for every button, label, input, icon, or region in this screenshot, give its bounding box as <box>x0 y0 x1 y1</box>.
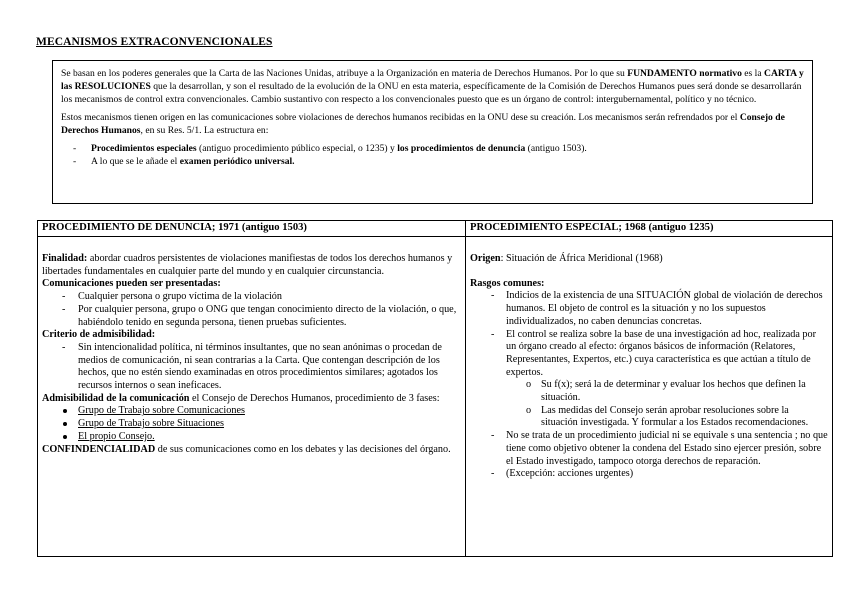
especial-cell <box>466 237 833 557</box>
intro-structure-list <box>61 142 804 168</box>
list-item: o Las medidas del Consejo serán aprobar resoluciones sobre la situación investigada. Y formular a los Estados recomendaciones. <box>526 404 809 429</box>
origen-block: Origen: Situación de África Meridional (1968) <box>470 253 663 264</box>
criterio-list <box>42 342 461 393</box>
list-item: Grupo de Trabajo sobre Comunicaciones <box>42 405 461 418</box>
list-item: - A lo que se le añade el examen periódico universal. <box>73 156 295 167</box>
intro-paragraph-1: Se basan en los poderes generales que la Carta de las Naciones Unidas, atribuye a la Organización en materia de Derechos Humanos. Por lo que su FUNDAMENTO normativo es la CARTA y las RESOLUCIONES que la desarrollan, y son el resultado de la evolución de la ONU en esta materia, específicamente de la Comisión de Derechos Humanos pues será donde se desarrollarán los mecanismos de control extra convencionales. Cambio sustantivo con respecto a los convencionales puesto que es un órgano de control: intergubernamental, político y no técnico. <box>61 68 804 105</box>
finalidad-block: Finalidad: abordar cuadros persistentes de violaciones manifiestas de todos los derechos humanos y libertades fundamentales en cualquier parte del mundo y en cualquier circunstancia. <box>42 253 453 277</box>
circle-bullet: o <box>526 379 532 391</box>
intro-paragraph-2: Estos mecanismos tienen origen en las comunicaciones sobre violaciones de derechos humanos recibidas en la ONU dese su creación. Los mecanismos serán refrendados por el Consejo de Derechos Humanos, en su Res. 5/1. La estructura en: <box>61 112 785 136</box>
dash-bullet: - <box>491 430 495 442</box>
sub-list <box>506 379 828 430</box>
dash-bullet: - <box>62 341 66 353</box>
denuncia-cell <box>38 237 466 557</box>
list-item: - No se trata de un procedimiento judicial ni se equivale s una sentencia ; no que tiene como objetivo obtener la condena del Estado sino ejercer presión, sobre el Estado investigado, tampoco otorga derechos de reparación. <box>491 430 828 467</box>
bullet-dot <box>63 435 67 439</box>
especial-header: PROCEDIMIENTO ESPECIAL; 1968 (antiguo 1235) <box>466 221 833 237</box>
dash-bullet: - <box>62 291 66 303</box>
list-item: - Indicios de la existencia de una SITUACIÓN global de violación de derechos humanos. El objeto de control es la situación y no los supuestos individualizados, no caben denuncias concretas. <box>491 290 823 327</box>
list-item: - Sin intencionalidad política, ni términos insultantes, que no sean anónimas o procedan de medios de comunicación, ni sean contrarias a la Carta. Que contengan descripción de los hechos, que no estén siendo examinadas en otros procedimientos similares; agotados los recursos internos o sean ineficaces. <box>62 341 442 392</box>
page-title: MECANISMOS EXTRACONVENCIONALES <box>36 36 273 48</box>
confidencialidad-block: CONFINDENCIALIDAD de sus comunicaciones como en los debates y las decisiones del órgano. <box>42 443 451 455</box>
table-body-row <box>38 237 833 557</box>
list-item: o Su f(x); será la de determinar y evaluar los hechos que definen la situación. <box>526 379 806 404</box>
dash-bullet: - <box>73 143 77 154</box>
list-item: El propio Consejo. <box>42 431 461 444</box>
bullet-dot <box>63 422 67 426</box>
list-item: - Procedimientos especiales (antiguo procedimiento público especial, o 1235) y los procedimientos de denuncia (antiguo 1503). <box>73 143 587 154</box>
denuncia-header: PROCEDIMIENTO DE DENUNCIA; 1971 (antiguo 1503) <box>38 221 466 237</box>
rasgos-list <box>470 290 828 481</box>
list-item: Grupo de Trabajo sobre Situaciones <box>42 418 461 431</box>
table-header-row <box>38 221 833 237</box>
comunicaciones-list <box>42 291 461 329</box>
list-item: - Por cualquier persona, grupo o ONG que tengan conocimiento directo de la violación, o que, habiéndolo tenido en segunda persona, tienen pruebas suficientes. <box>62 303 457 328</box>
procedures-table <box>37 220 833 557</box>
criterio-label: Criterio de admisibilidad: <box>42 329 156 341</box>
dash-bullet: - <box>73 156 77 167</box>
list-item: - Cualquier persona o grupo víctima de la violación <box>62 291 282 303</box>
list-item: - (Excepción: acciones urgentes) <box>491 468 634 480</box>
dash-bullet: - <box>62 303 66 315</box>
bullet-dot <box>63 409 67 413</box>
list-item: - El control se realiza sobre la base de una investigación ad hoc, realizada por un órgano creado al efecto: órganos básicos de información (Relatores, Representantes, Expertos, etc.) cuya característica es que actúan a título de expertos. o Su f(x); será la de determinar y evaluar los hechos que definen la situación. o Las medidas del Consejo serán aprobar resoluciones sobre la situación investigada. Y formular a los Estados recomendaciones. <box>470 329 828 431</box>
fases-list <box>42 405 461 443</box>
dash-bullet: - <box>491 328 495 340</box>
rasgos-label: Rasgos comunes: <box>470 277 545 289</box>
intro-box <box>52 60 813 204</box>
admisibilidad-block: Admisibilidad de la comunicación el Consejo de Derechos Humanos, procedimiento de 3 fases: <box>42 392 440 404</box>
dash-bullet: - <box>491 468 495 480</box>
dash-bullet: - <box>491 290 495 302</box>
comunicaciones-label: Comunicaciones pueden ser presentadas: <box>42 278 221 290</box>
circle-bullet: o <box>526 404 532 416</box>
